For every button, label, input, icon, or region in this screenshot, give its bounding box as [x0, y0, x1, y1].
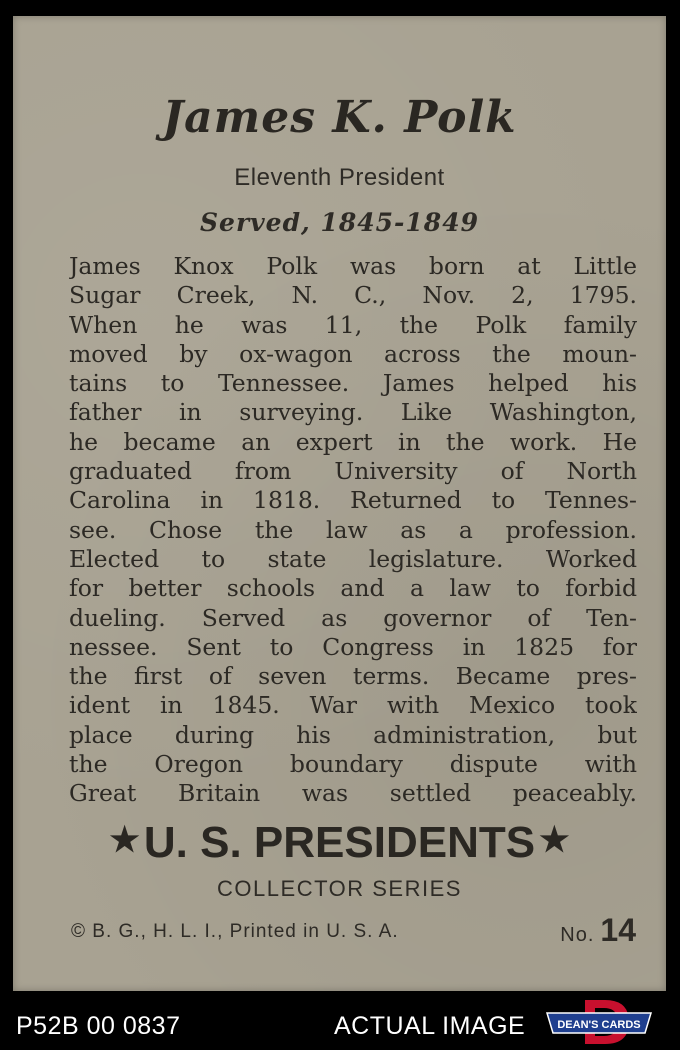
series-title-text: U. S. PRESIDENTS: [143, 818, 536, 867]
copyright-line: © B. G., H. L. I., Printed in U. S. A.: [71, 921, 399, 942]
bio-line: father in surveying. Like Washington,: [69, 398, 637, 427]
bio-line: place during his administration, but: [69, 720, 637, 749]
image-caption: ACTUAL IMAGE: [334, 1012, 526, 1040]
bio-line: he became an expert in the work. He: [69, 427, 637, 456]
bio-line: the Oregon boundary dispute with: [69, 750, 637, 779]
bio-line: moved by ox-wagon across the moun-: [69, 339, 637, 368]
bio-line: Great Britain was settled peaceably.: [69, 779, 637, 808]
bio-line: Carolina in 1818. Returned to Tennes-: [69, 486, 637, 515]
bio-line: see. Chose the law as a profession.: [69, 515, 637, 544]
bio-line: When he was 11, the Polk family: [69, 310, 637, 339]
bio-line: Sugar Creek, N. C., Nov. 2, 1795.: [69, 281, 637, 310]
series-subtitle: COLLECTOR SERIES: [217, 876, 462, 901]
bio-line: ident in 1845. War with Mexico took: [69, 691, 637, 720]
president-name: James K. Polk: [162, 92, 517, 143]
card-number: [560, 912, 636, 949]
series-title: [13, 818, 666, 868]
logo-text: DEAN'S CARDS: [557, 1019, 641, 1031]
card-back: [13, 16, 666, 991]
star-icon: ★: [109, 821, 140, 859]
star-icon: ★: [539, 821, 570, 859]
bio-line: tains to Tennessee. James helped his: [69, 369, 637, 398]
president-ordinal: Eleventh President: [234, 164, 445, 191]
certification-id: P52B 00 0837: [16, 1012, 181, 1040]
card-number-label: No.: [560, 924, 595, 946]
bio-line: dueling. Served as governor of Ten-: [69, 603, 637, 632]
deans-cards-logo: [545, 999, 653, 1045]
bio-line: for better schools and a law to forbid: [69, 574, 637, 603]
bio-line: graduated from University of North: [69, 457, 637, 486]
bio-line: the first of seven terms. Became pres-: [69, 662, 637, 691]
card-number-value: 14: [600, 912, 636, 948]
term-served: Served, 1845-1849: [200, 208, 479, 237]
bio-line: nessee. Sent to Congress in 1825 for: [69, 632, 637, 661]
bio-line: Elected to state legislature. Worked: [69, 544, 637, 573]
biography-text: [69, 252, 637, 809]
bio-line: James Knox Polk was born at Little: [69, 252, 637, 280]
